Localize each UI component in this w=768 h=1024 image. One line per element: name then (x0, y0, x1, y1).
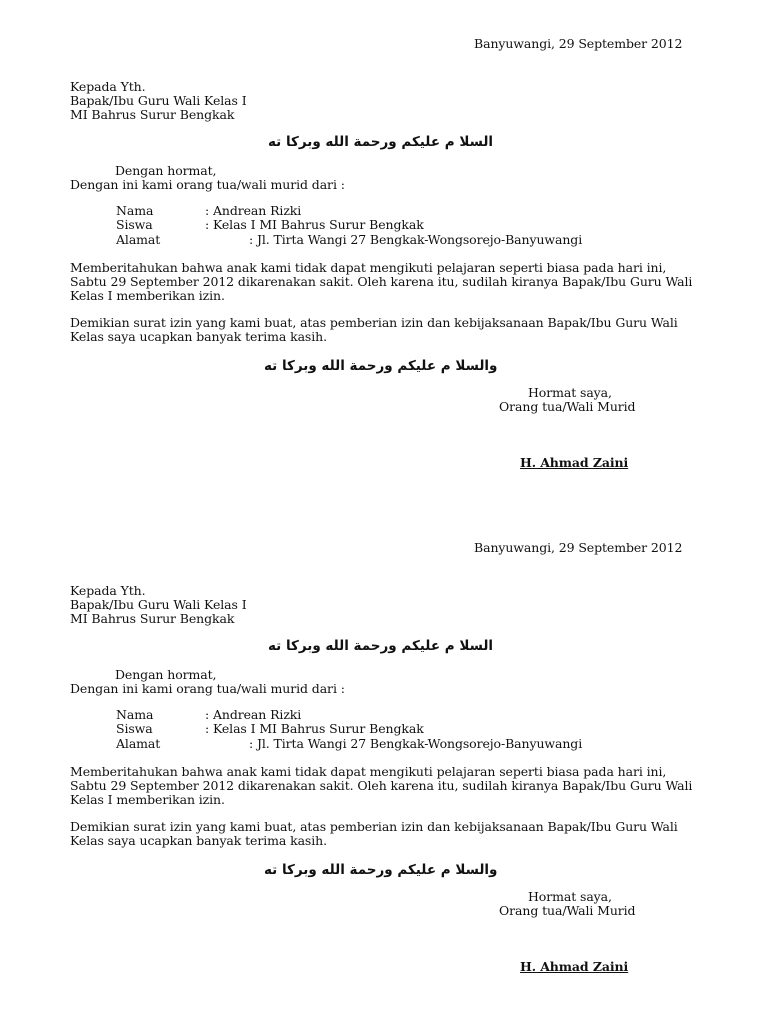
recipient-line: Bapak/Ibu Guru Wali Kelas I (70, 93, 247, 108)
field-value-alamat: : Jl. Tirta Wangi 27 Bengkak-Wongsorejo-Banyuwangi (249, 736, 583, 751)
recipient-line: Kepada Yth. (70, 583, 146, 598)
recipient-line: Bapak/Ibu Guru Wali Kelas I (70, 597, 247, 612)
field-label-nama: Nama (116, 707, 154, 722)
greeting: Dengan hormat, (115, 163, 217, 178)
intro-line: Dengan ini kami orang tua/wali murid dari : (70, 177, 345, 192)
body-paragraph-1: Memberitahukan bahwa anak kami tidak dapat mengikuti pelajaran seperti biasa pada hari ini, Sabtu 29 September 2012 dikarenakan sakit. Oleh karena itu, sudilah kiranya Bapak/Ibu Guru Wali Kelas I memberikan izin. (70, 260, 693, 303)
body-paragraph-1: Memberitahukan bahwa anak kami tidak dapat mengikuti pelajaran seperti biasa pada hari ini, Sabtu 29 September 2012 dikarenakan sakit. Oleh karena itu, sudilah kiranya Bapak/Ibu Guru Wali Kelas I memberikan izin. (70, 764, 693, 807)
letter-date: Banyuwangi, 29 September 2012 (474, 36, 683, 51)
letter-date: Banyuwangi, 29 September 2012 (474, 540, 683, 555)
intro-line: Dengan ini kami orang tua/wali murid dari : (70, 681, 345, 696)
closing-salutation-arabic: والسلا م عليكم ورحمة الله وبركا ته (264, 862, 498, 878)
field-label-siswa: Siswa (116, 217, 153, 232)
recipient-line: MI Bahrus Surur Bengkak (70, 107, 235, 122)
opening-salutation-arabic: السلا م عليكم ورحمة الله وبركا ته (268, 134, 494, 150)
permission-letter-2 (0, 504, 768, 1008)
greeting: Dengan hormat, (115, 667, 217, 682)
field-label-siswa: Siswa (116, 721, 153, 736)
body-paragraph-2: Demikian surat izin yang kami buat, atas pemberian izin dan kebijaksanaan Bapak/Ibu Guru Wali Kelas saya ucapkan banyak terima kasih. (70, 315, 678, 344)
recipient-line: MI Bahrus Surur Bengkak (70, 611, 235, 626)
field-value-siswa: : Kelas I MI Bahrus Surur Bengkak (205, 217, 424, 232)
sender-name: H. Ahmad Zaini (520, 959, 629, 974)
sender-role: Orang tua/Wali Murid (499, 903, 636, 918)
field-value-alamat: : Jl. Tirta Wangi 27 Bengkak-Wongsorejo-Banyuwangi (249, 232, 583, 247)
permission-letter-1 (0, 0, 768, 504)
sender-role: Orang tua/Wali Murid (499, 399, 636, 414)
field-value-nama: : Andrean Rizki (205, 203, 302, 218)
sender-name: H. Ahmad Zaini (520, 455, 629, 470)
opening-salutation-arabic: السلا م عليكم ورحمة الله وبركا ته (268, 638, 494, 654)
field-label-nama: Nama (116, 203, 154, 218)
field-label-alamat: Alamat (116, 232, 161, 247)
field-value-siswa: : Kelas I MI Bahrus Surur Bengkak (205, 721, 424, 736)
closing-salutation-arabic: والسلا م عليكم ورحمة الله وبركا ته (264, 358, 498, 374)
closing-phrase: Hormat saya, (528, 889, 612, 904)
recipient-line: Kepada Yth. (70, 79, 146, 94)
field-label-alamat: Alamat (116, 736, 161, 751)
body-paragraph-2: Demikian surat izin yang kami buat, atas pemberian izin dan kebijaksanaan Bapak/Ibu Guru Wali Kelas saya ucapkan banyak terima kasih. (70, 819, 678, 848)
closing-phrase: Hormat saya, (528, 385, 612, 400)
field-value-nama: : Andrean Rizki (205, 707, 302, 722)
